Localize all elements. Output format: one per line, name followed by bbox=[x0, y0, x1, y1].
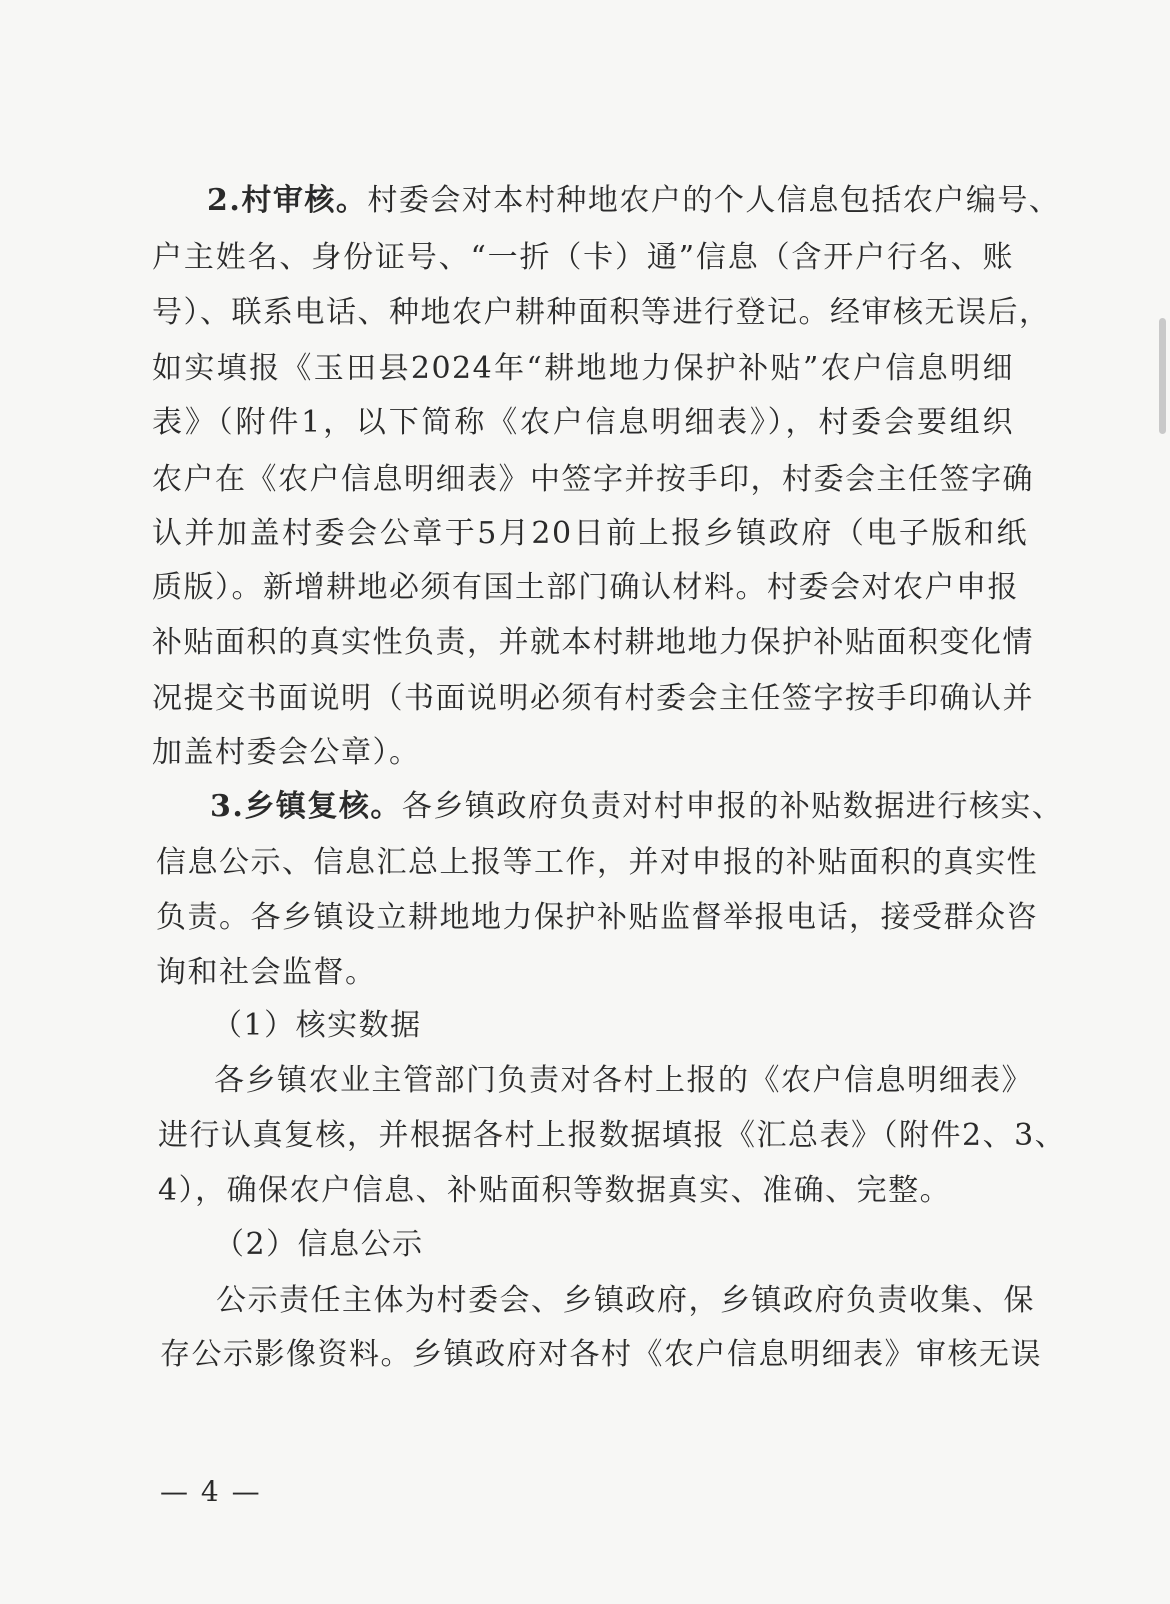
paragraph-line: 询和社会监督。 bbox=[156, 955, 377, 990]
section-heading: 2.村审核。 bbox=[207, 183, 368, 218]
paragraph-line: 公示责任主体为村委会、乡镇政府，乡镇政府负责收集、保 bbox=[216, 1283, 1035, 1318]
paragraph-line: 2.村审核。村委会对本村种地农户的个人信息包括农户编号、 bbox=[207, 183, 1061, 218]
paragraph-line: 进行认真复核，并根据各村上报数据填报《汇总表》（附件2、3、 bbox=[158, 1118, 1067, 1153]
paragraph-line: 况提交书面说明（书面说明必须有村委会主任签字按手印确认并 bbox=[152, 681, 1034, 716]
paragraph-line: 质版）。新增耕地必须有国土部门确认材料。村委会对农户申报 bbox=[152, 570, 1019, 605]
paragraph-line: 号）、联系电话、种地农户耕种面积等进行登记。经审核无误后， bbox=[152, 295, 1051, 330]
paragraph-line: 4），确保农户信息、补贴面积等数据真实、准确、完整。 bbox=[158, 1173, 952, 1208]
paragraph-line: 加盖村委会公章）。 bbox=[152, 735, 421, 770]
paragraph-line: 负责。各乡镇设立耕地地力保护补贴监督举报电话，接受群众咨 bbox=[156, 900, 1038, 935]
paragraph-line: 表》（附件1，以下简称《农户信息明细表》），村委会要组织 bbox=[152, 405, 1014, 440]
paragraph-line: 农户在《农户信息明细表》中签字并按手印，村委会主任签字确 bbox=[152, 462, 1034, 497]
paragraph-line: 补贴面积的真实性负责，并就本村耕地地力保护补贴面积变化情 bbox=[152, 625, 1034, 660]
subsection-heading: （2）信息公示 bbox=[214, 1227, 424, 1262]
paragraph-line: 3.乡镇复核。各乡镇政府负责对村申报的补贴数据进行核实、 bbox=[210, 789, 1064, 824]
paragraph-line: 存公示影像资料。乡镇政府对各村《农户信息明细表》审核无误 bbox=[160, 1337, 1042, 1372]
paragraph-line: 如实填报《玉田县2024年“耕地地力保护补贴”农户信息明细 bbox=[152, 351, 1014, 386]
section-heading: 3.乡镇复核。 bbox=[210, 789, 402, 824]
subsection-heading: （1）核实数据 bbox=[212, 1008, 422, 1043]
paragraph-line: 认并加盖村委会公章于5月20日前上报乡镇政府（电子版和纸 bbox=[152, 516, 1028, 551]
page-number: — 4 — bbox=[160, 1475, 262, 1508]
paragraph-line: 各乡镇农业主管部门负责对各村上报的《农户信息明细表》 bbox=[214, 1063, 1033, 1098]
paragraph-line: 信息公示、信息汇总上报等工作，并对申报的补贴面积的真实性 bbox=[156, 845, 1038, 880]
paragraph-line: 户主姓名、身份证号、“一折（卡）通”信息（含开户行名、账 bbox=[152, 240, 1014, 275]
scrollbar-thumb[interactable] bbox=[1159, 318, 1166, 434]
